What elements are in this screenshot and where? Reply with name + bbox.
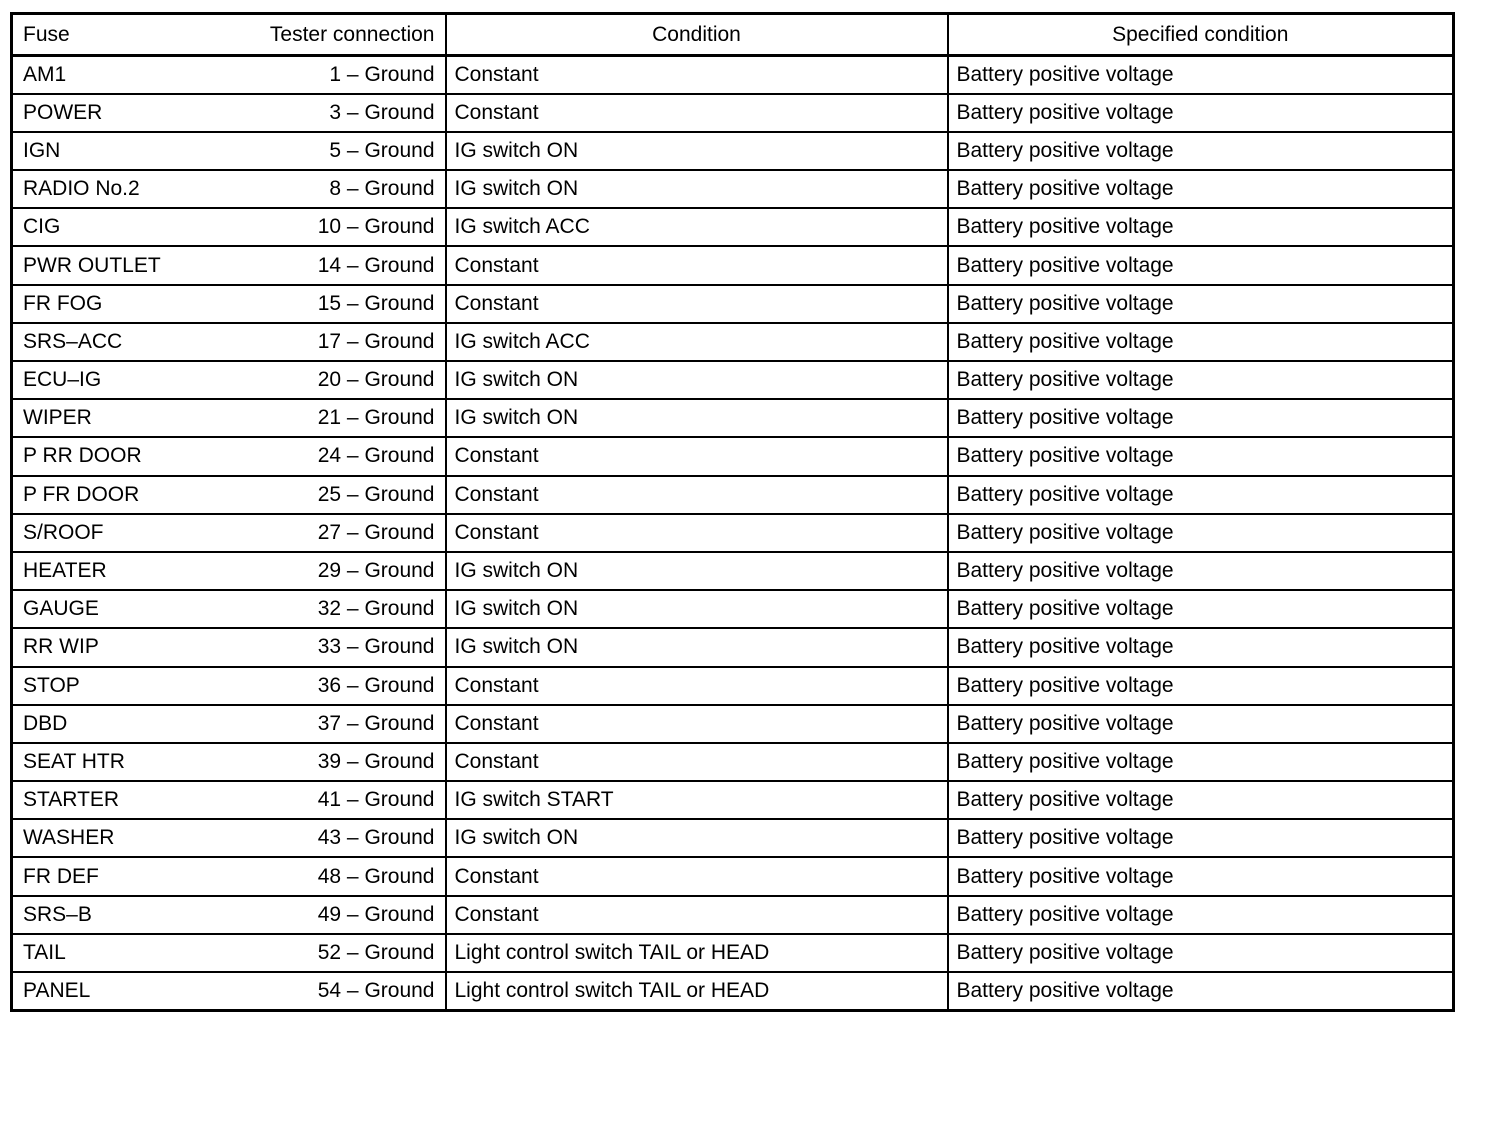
fuse-name: FR FOG — [23, 291, 103, 315]
tester-connection: 1 – Ground — [329, 62, 435, 86]
condition-cell: Constant — [446, 56, 948, 94]
table-row — [12, 285, 1454, 323]
tester-connection: 20 – Ground — [317, 368, 435, 392]
table-row — [12, 552, 1454, 590]
specified-condition-cell: Battery positive voltage — [948, 896, 1454, 934]
table-row — [12, 705, 1454, 743]
specified-condition-cell: Battery positive voltage — [948, 552, 1454, 590]
fuse-name: GAUGE — [23, 597, 99, 621]
specified-condition-cell: Battery positive voltage — [948, 857, 1454, 895]
specified-condition-cell: Battery positive voltage — [948, 132, 1454, 170]
specified-condition-cell: Battery positive voltage — [948, 743, 1454, 781]
tester-connection: 41 – Ground — [317, 788, 435, 812]
fuse-name: DBD — [23, 711, 68, 735]
specified-condition-cell: Battery positive voltage — [948, 399, 1454, 437]
fuse-tester-cell — [12, 667, 446, 705]
condition-cell: Constant — [446, 743, 948, 781]
table-row — [12, 934, 1454, 972]
tester-connection: 29 – Ground — [317, 559, 435, 583]
table-row — [12, 972, 1454, 1010]
table-row — [12, 323, 1454, 361]
table-row — [12, 628, 1454, 666]
table-row — [12, 94, 1454, 132]
table-row — [12, 819, 1454, 857]
table-row — [12, 399, 1454, 437]
specified-condition-cell: Battery positive voltage — [948, 972, 1454, 1010]
fuse-tester-cell — [12, 972, 446, 1010]
tester-connection: 15 – Ground — [317, 291, 435, 315]
specified-condition-cell: Battery positive voltage — [948, 781, 1454, 819]
specified-condition-cell: Battery positive voltage — [948, 705, 1454, 743]
condition-cell: IG switch ACC — [446, 208, 948, 246]
condition-cell: IG switch ON — [446, 552, 948, 590]
fuse-tester-cell — [12, 399, 446, 437]
table-row — [12, 170, 1454, 208]
fuse-name: SRS–B — [23, 902, 92, 926]
tester-connection: 52 – Ground — [317, 940, 435, 964]
condition-cell: IG switch ON — [446, 132, 948, 170]
fuse-tester-cell — [12, 819, 446, 857]
header-tester-connection: Tester connection — [269, 22, 435, 46]
fuse-name: HEATER — [23, 559, 107, 583]
header-condition: Condition — [446, 14, 948, 56]
condition-cell: Constant — [446, 857, 948, 895]
header-fuse-tester — [12, 14, 446, 56]
tester-connection: 25 – Ground — [317, 482, 435, 506]
tester-connection: 27 – Ground — [317, 520, 435, 544]
fuse-name: P FR DOOR — [23, 482, 140, 506]
table-row — [12, 437, 1454, 475]
specified-condition-cell: Battery positive voltage — [948, 208, 1454, 246]
fuse-name: WIPER — [23, 406, 92, 430]
condition-cell: Light control switch TAIL or HEAD — [446, 972, 948, 1010]
tester-connection: 8 – Ground — [329, 177, 435, 201]
fuse-name: P RR DOOR — [23, 444, 142, 468]
condition-cell: IG switch ACC — [446, 323, 948, 361]
tester-connection: 37 – Ground — [317, 711, 435, 735]
condition-cell: IG switch ON — [446, 399, 948, 437]
specified-condition-cell: Battery positive voltage — [948, 819, 1454, 857]
header-specified-condition: Specified condition — [948, 14, 1454, 56]
fuse-tester-cell — [12, 361, 446, 399]
table-body — [12, 56, 1454, 1011]
fuse-tester-cell — [12, 705, 446, 743]
fuse-name: RADIO No.2 — [23, 177, 140, 201]
condition-cell: Constant — [446, 246, 948, 284]
fuse-tester-cell — [12, 934, 446, 972]
fuse-name: IGN — [23, 138, 61, 162]
tester-connection: 32 – Ground — [317, 597, 435, 621]
condition-cell: IG switch ON — [446, 628, 948, 666]
tester-connection: 21 – Ground — [317, 406, 435, 430]
tester-connection: 36 – Ground — [317, 673, 435, 697]
table-row — [12, 743, 1454, 781]
fuse-name: SRS–ACC — [23, 329, 123, 353]
condition-cell: Constant — [446, 285, 948, 323]
fuse-name: S/ROOF — [23, 520, 104, 544]
table-header-row — [12, 14, 1454, 56]
specified-condition-cell: Battery positive voltage — [948, 476, 1454, 514]
table-row — [12, 667, 1454, 705]
fuse-tester-cell — [12, 590, 446, 628]
fuse-tester-cell — [12, 896, 446, 934]
tester-connection: 49 – Ground — [317, 902, 435, 926]
table-row — [12, 781, 1454, 819]
condition-cell: Constant — [446, 705, 948, 743]
fuse-tester-cell — [12, 857, 446, 895]
fuse-tester-cell — [12, 285, 446, 323]
fuse-tester-cell — [12, 94, 446, 132]
specified-condition-cell: Battery positive voltage — [948, 285, 1454, 323]
specified-condition-cell: Battery positive voltage — [948, 667, 1454, 705]
condition-cell: IG switch START — [446, 781, 948, 819]
table-row — [12, 246, 1454, 284]
condition-cell: IG switch ON — [446, 361, 948, 399]
condition-cell: IG switch ON — [446, 590, 948, 628]
table-row — [12, 56, 1454, 94]
specified-condition-cell: Battery positive voltage — [948, 246, 1454, 284]
tester-connection: 3 – Ground — [329, 100, 435, 124]
fuse-tester-cell — [12, 514, 446, 552]
condition-cell: Constant — [446, 476, 948, 514]
condition-cell: Light control switch TAIL or HEAD — [446, 934, 948, 972]
fuse-tester-cell — [12, 208, 446, 246]
tester-connection: 10 – Ground — [317, 215, 435, 239]
fuse-tester-cell — [12, 132, 446, 170]
condition-cell: Constant — [446, 437, 948, 475]
fuse-tester-cell — [12, 628, 446, 666]
specified-condition-cell: Battery positive voltage — [948, 934, 1454, 972]
fuse-name: FR DEF — [23, 864, 99, 888]
condition-cell: IG switch ON — [446, 170, 948, 208]
tester-connection: 17 – Ground — [317, 329, 435, 353]
fuse-name: PANEL — [23, 978, 91, 1002]
tester-connection: 39 – Ground — [317, 749, 435, 773]
condition-cell: IG switch ON — [446, 819, 948, 857]
fuse-tester-cell — [12, 170, 446, 208]
condition-cell: Constant — [446, 896, 948, 934]
fuse-name: WASHER — [23, 826, 115, 850]
table-row — [12, 590, 1454, 628]
specified-condition-cell: Battery positive voltage — [948, 628, 1454, 666]
condition-cell: Constant — [446, 667, 948, 705]
fuse-tester-cell — [12, 437, 446, 475]
condition-cell: Constant — [446, 94, 948, 132]
fuse-tester-cell — [12, 323, 446, 361]
fuse-name: ECU–IG — [23, 368, 102, 392]
fuse-name: PWR OUTLET — [23, 253, 161, 277]
table-row — [12, 514, 1454, 552]
fuse-name: STARTER — [23, 788, 120, 812]
fuse-tester-cell — [12, 781, 446, 819]
fuse-name: SEAT HTR — [23, 749, 125, 773]
specified-condition-cell: Battery positive voltage — [948, 361, 1454, 399]
fuse-name: STOP — [23, 673, 80, 697]
table-row — [12, 361, 1454, 399]
specified-condition-cell: Battery positive voltage — [948, 94, 1454, 132]
fuse-inspection-table — [10, 12, 1455, 1012]
fuse-tester-cell — [12, 552, 446, 590]
fuse-tester-cell — [12, 246, 446, 284]
fuse-name: TAIL — [23, 940, 66, 964]
table-row — [12, 896, 1454, 934]
tester-connection: 5 – Ground — [329, 138, 435, 162]
table-row — [12, 132, 1454, 170]
tester-connection: 54 – Ground — [317, 978, 435, 1002]
fuse-name: RR WIP — [23, 635, 99, 659]
specified-condition-cell: Battery positive voltage — [948, 323, 1454, 361]
specified-condition-cell: Battery positive voltage — [948, 56, 1454, 94]
specified-condition-cell: Battery positive voltage — [948, 437, 1454, 475]
fuse-tester-cell — [12, 476, 446, 514]
table-row — [12, 476, 1454, 514]
fuse-name: AM1 — [23, 62, 67, 86]
table-row — [12, 857, 1454, 895]
fuse-tester-cell — [12, 56, 446, 94]
tester-connection: 43 – Ground — [317, 826, 435, 850]
tester-connection: 14 – Ground — [317, 253, 435, 277]
header-fuse: Fuse — [23, 22, 70, 46]
tester-connection: 48 – Ground — [317, 864, 435, 888]
specified-condition-cell: Battery positive voltage — [948, 514, 1454, 552]
tester-connection: 33 – Ground — [317, 635, 435, 659]
fuse-name: CIG — [23, 215, 61, 239]
table-row — [12, 208, 1454, 246]
specified-condition-cell: Battery positive voltage — [948, 590, 1454, 628]
fuse-tester-cell — [12, 743, 446, 781]
specified-condition-cell: Battery positive voltage — [948, 170, 1454, 208]
fuse-name: POWER — [23, 100, 103, 124]
condition-cell: Constant — [446, 514, 948, 552]
tester-connection: 24 – Ground — [317, 444, 435, 468]
